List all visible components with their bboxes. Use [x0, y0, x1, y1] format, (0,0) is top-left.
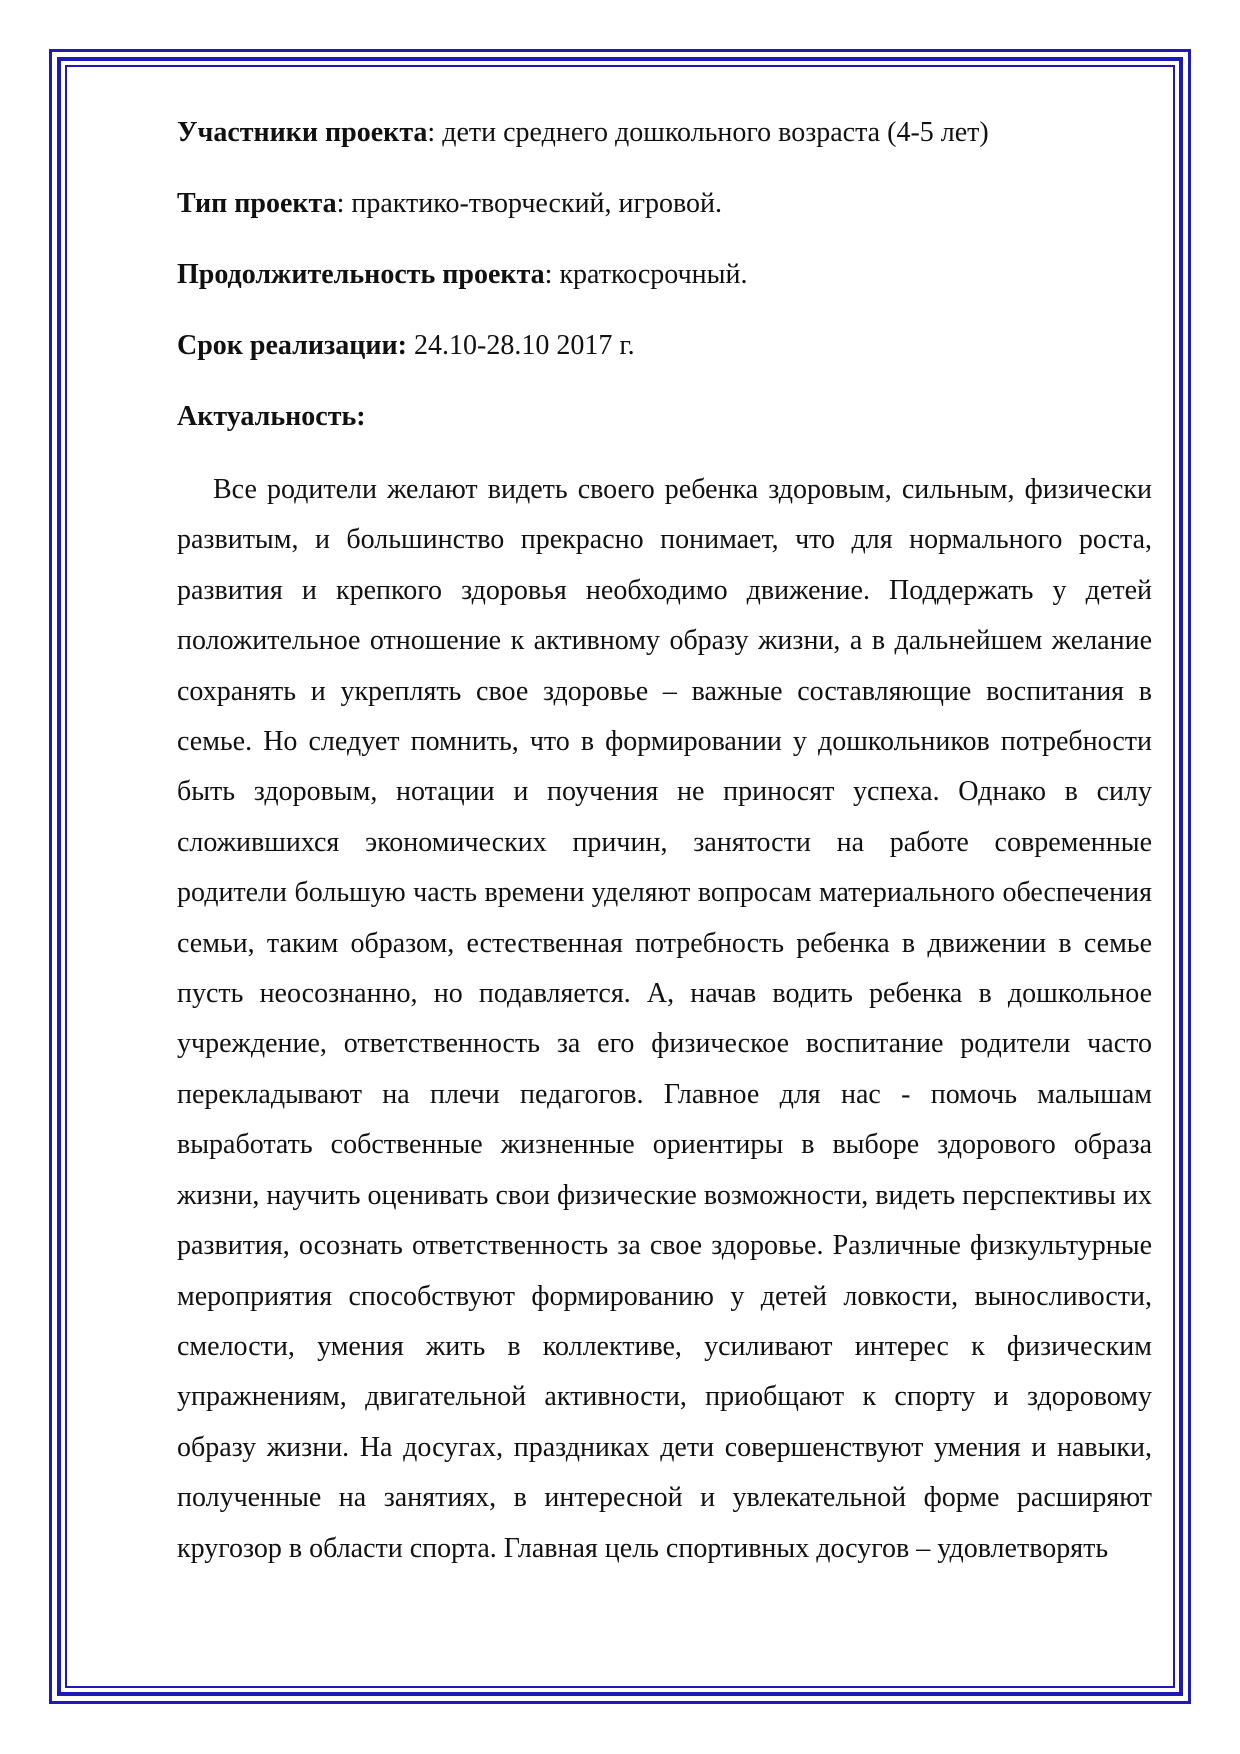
field-label: Продолжительность проекта	[177, 259, 545, 290]
project-period	[177, 323, 1152, 394]
field-value: 24.10-28.10 2017 г.	[414, 330, 635, 361]
field-value: дети среднего дошкольного возраста (4-5 лет)	[442, 117, 989, 148]
field-value: краткосрочный.	[559, 259, 748, 290]
document-body	[177, 110, 1152, 1574]
section-heading-text: Актуальность:	[177, 401, 366, 432]
field-separator: :	[336, 188, 352, 219]
project-duration	[177, 252, 1152, 323]
project-participants	[177, 110, 1152, 181]
field-separator: :	[427, 117, 443, 148]
project-type	[177, 181, 1152, 252]
relevance-paragraph: Все родители желают видеть своего ребенка здоровым, сильным, физически развитым, и большинство прекрасно понимает, что для нормального роста, развития и крепкого здоровья необходимо движение. Поддержать у детей положительное отношение к активному образу жизни, а в дальнейшем желание сохранять и укреплять свое здоровье – важные составляющие воспитания в семье. Но следует помнить, что в формировании у дошкольников потребности быть здоровым, нотации и поучения не приносят успеха. Однако в силу сложившихся экономических причин, занятости на работе современные родители большую часть времени уделяют вопросам материального обеспечения семьи, таким образом, естественная потребность ребенка в движении в семье пусть неосознанно, но подавляется. А, начав водить ребенка в дошкольное учреждение, ответственность за его физическое воспитание родители часто перекладывают на плечи педагогов. Главное для нас - помочь малышам выработать собственные жизненные ориентиры в выборе здорового образа жизни, научить оценивать свои физические возможности, видеть перспективы их развития, осознать ответственность за свое здоровье. Различные физкультурные мероприятия способствуют формированию у детей ловкости, выносливости, смелости, умения жить в коллективе, усиливают интерес к физическим упражнениям, двигательной активности, приобщают к спорту и здоровому образу жизни. На досугах, праздниках дети совершенствуют умения и навыки, полученные на занятиях, в интересной и увлекательной форме расширяют кругозор в области спорта. Главная цель спортивных досугов – удовлетворять	[177, 474, 1152, 1564]
field-label: Участники проекта	[177, 117, 428, 148]
field-separator	[407, 330, 414, 361]
field-label: Срок реализации:	[177, 330, 407, 361]
section-heading	[177, 394, 1152, 465]
field-separator: :	[544, 259, 560, 290]
field-value: практико-творческий, игровой.	[351, 188, 723, 219]
field-label: Тип проекта	[177, 188, 337, 219]
